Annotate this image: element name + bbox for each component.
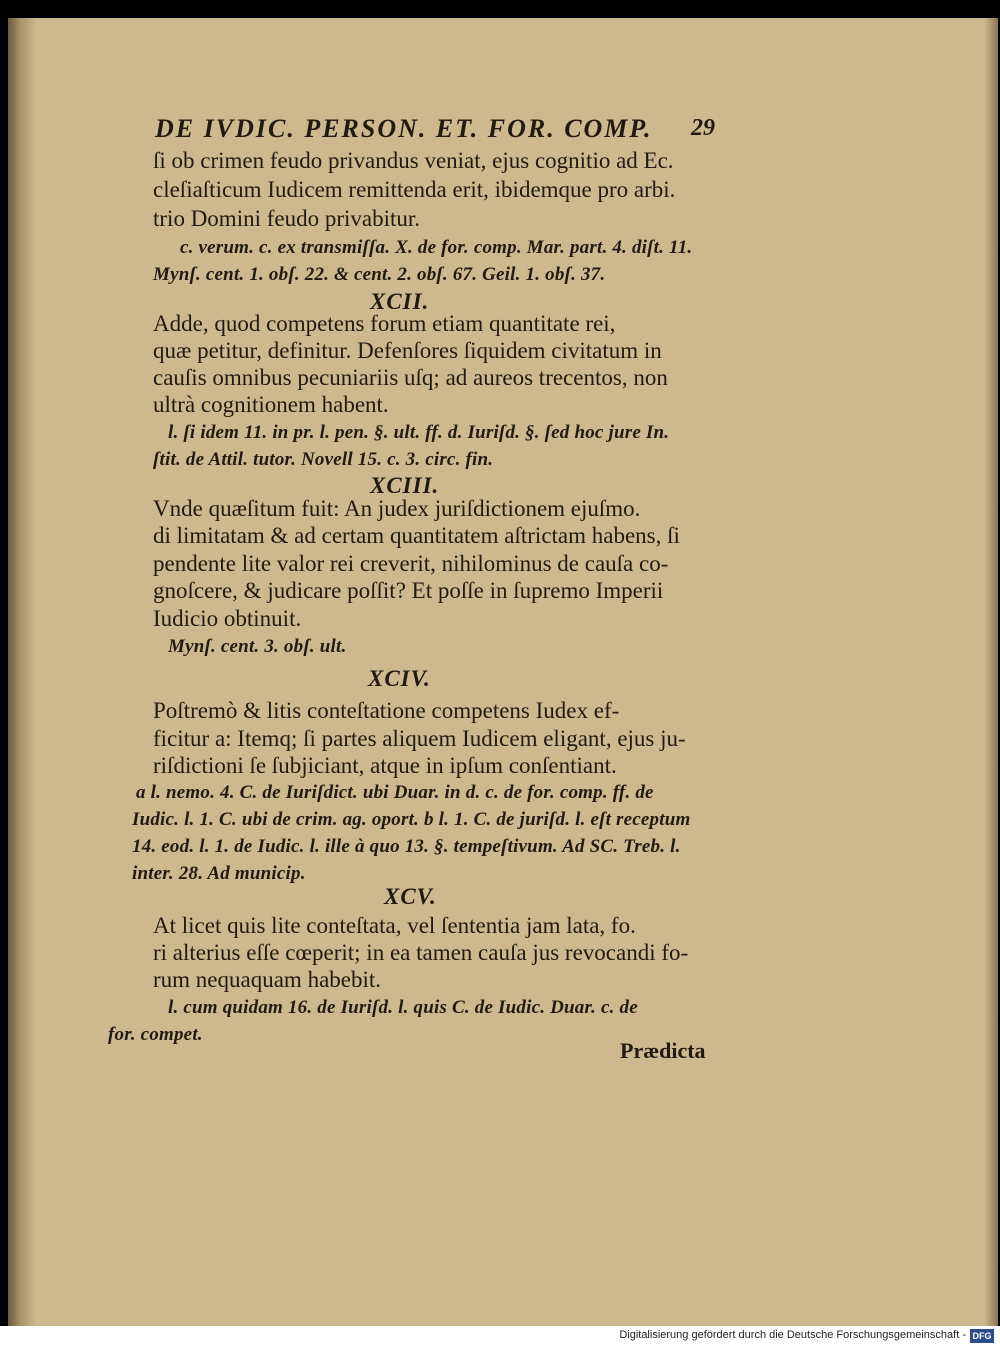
text-line: cauſis omnibus pecuniariis uſq; ad aureos trecentos, non <box>153 365 668 390</box>
citation-line: c. verum. c. ex transmiſſa. X. de for. comp. Mar. part. 4. diſt. 11. <box>180 237 693 258</box>
citation-line: ſtit. de Attil. tutor. Novell 15. c. 3. circ. fin. <box>153 449 494 470</box>
section-heading: XCIII. <box>370 473 440 498</box>
text-line: quæ petitur, definitur. Defenſores ſiquidem civitatum in <box>153 338 662 363</box>
section-heading: XCV. <box>384 884 437 909</box>
citation-line: l. cum quidam 16. de Iuriſd. l. quis C. de Iudic. Duar. c. de <box>168 997 638 1018</box>
citation-line: inter. 28. Ad municip. <box>132 863 306 884</box>
citation-line: Mynſ. cent. 3. obſ. ult. <box>168 636 347 657</box>
catchword: Prædicta <box>620 1038 706 1063</box>
citation-line: for. compet. <box>108 1024 203 1045</box>
citation-line: l. ſi idem 11. in pr. l. pen. §. ult. ff. d. Iuriſd. §. ſed hoc jure In. <box>168 422 670 443</box>
text-line: Poſtremò & litis conteſtatione competens Iudex ef- <box>153 698 620 723</box>
text-line: trio Domini feudo privabitur. <box>153 206 421 231</box>
text-line: pendente lite valor rei creverit, nihilominus de cauſa co- <box>153 551 669 576</box>
text-line: Vnde quæſitum fuit: An judex juriſdictionem ejuſmo. <box>153 496 641 521</box>
text-line: ri alterius eſſe cœperit; in ea tamen cauſa jus revocandi fo- <box>153 940 689 965</box>
citation-line: Mynſ. cent. 1. obſ. 22. & cent. 2. obſ. 67. Geil. 1. obſ. 37. <box>153 264 606 285</box>
text-line: ficitur a: Itemq; ſi partes aliquem Iudicem eligant, ejus ju- <box>153 726 686 751</box>
section-heading: XCIV. <box>368 666 431 691</box>
running-header: DE IVDIC. PERSON. ET. FOR. COMP. <box>155 114 653 143</box>
footer-bar <box>0 1326 1000 1346</box>
text-line: At licet quis lite conteſtata, vel ſententia jam lata, fo. <box>153 913 636 938</box>
page-number: 29 <box>691 115 715 141</box>
text-line: ultrà cognitionem habent. <box>153 392 389 417</box>
document-page <box>8 18 998 1326</box>
citation-line: 14. eod. l. 1. de Iudic. l. ille à quo 13. §. tempeſtivum. Ad SC. Treb. l. <box>132 836 681 857</box>
text-line: gnoſcere, & judicare poſſit? Et poſſe in ſupremo Imperii <box>153 578 664 603</box>
text-line: rum nequaquam habebit. <box>153 967 382 992</box>
text-line: cleſiaſticum Iudicem remittenda erit, ibidemque pro arbi. <box>153 177 676 202</box>
citation-line: Iudic. l. 1. C. ubi de crim. ag. oport. b l. 1. C. de juriſd. l. eſt receptum <box>132 809 691 830</box>
text-line: Iudicio obtinuit. <box>153 606 302 631</box>
text-line: Adde, quod competens forum etiam quantitate rei, <box>153 311 616 336</box>
text-line: di limitatam & ad certam quantitatem aſtrictam habens, ſi <box>153 523 680 548</box>
citation-line: a l. nemo. 4. C. de Iuriſdict. ubi Duar. in d. c. de for. comp. ff. de <box>136 782 654 803</box>
dfg-logo: DFG <box>970 1329 994 1343</box>
section-heading: XCII. <box>370 289 430 314</box>
text-line: riſdictioni ſe ſubjiciant, atque in ipſum conſentiant. <box>153 753 617 778</box>
text-line: ſi ob crimen feudo privandus veniat, ejus cognitio ad Ec. <box>153 148 674 173</box>
funding-notice: Digitalisierung gefördert durch die Deutsche Forschungsgemeinschaft - <box>619 1329 966 1341</box>
